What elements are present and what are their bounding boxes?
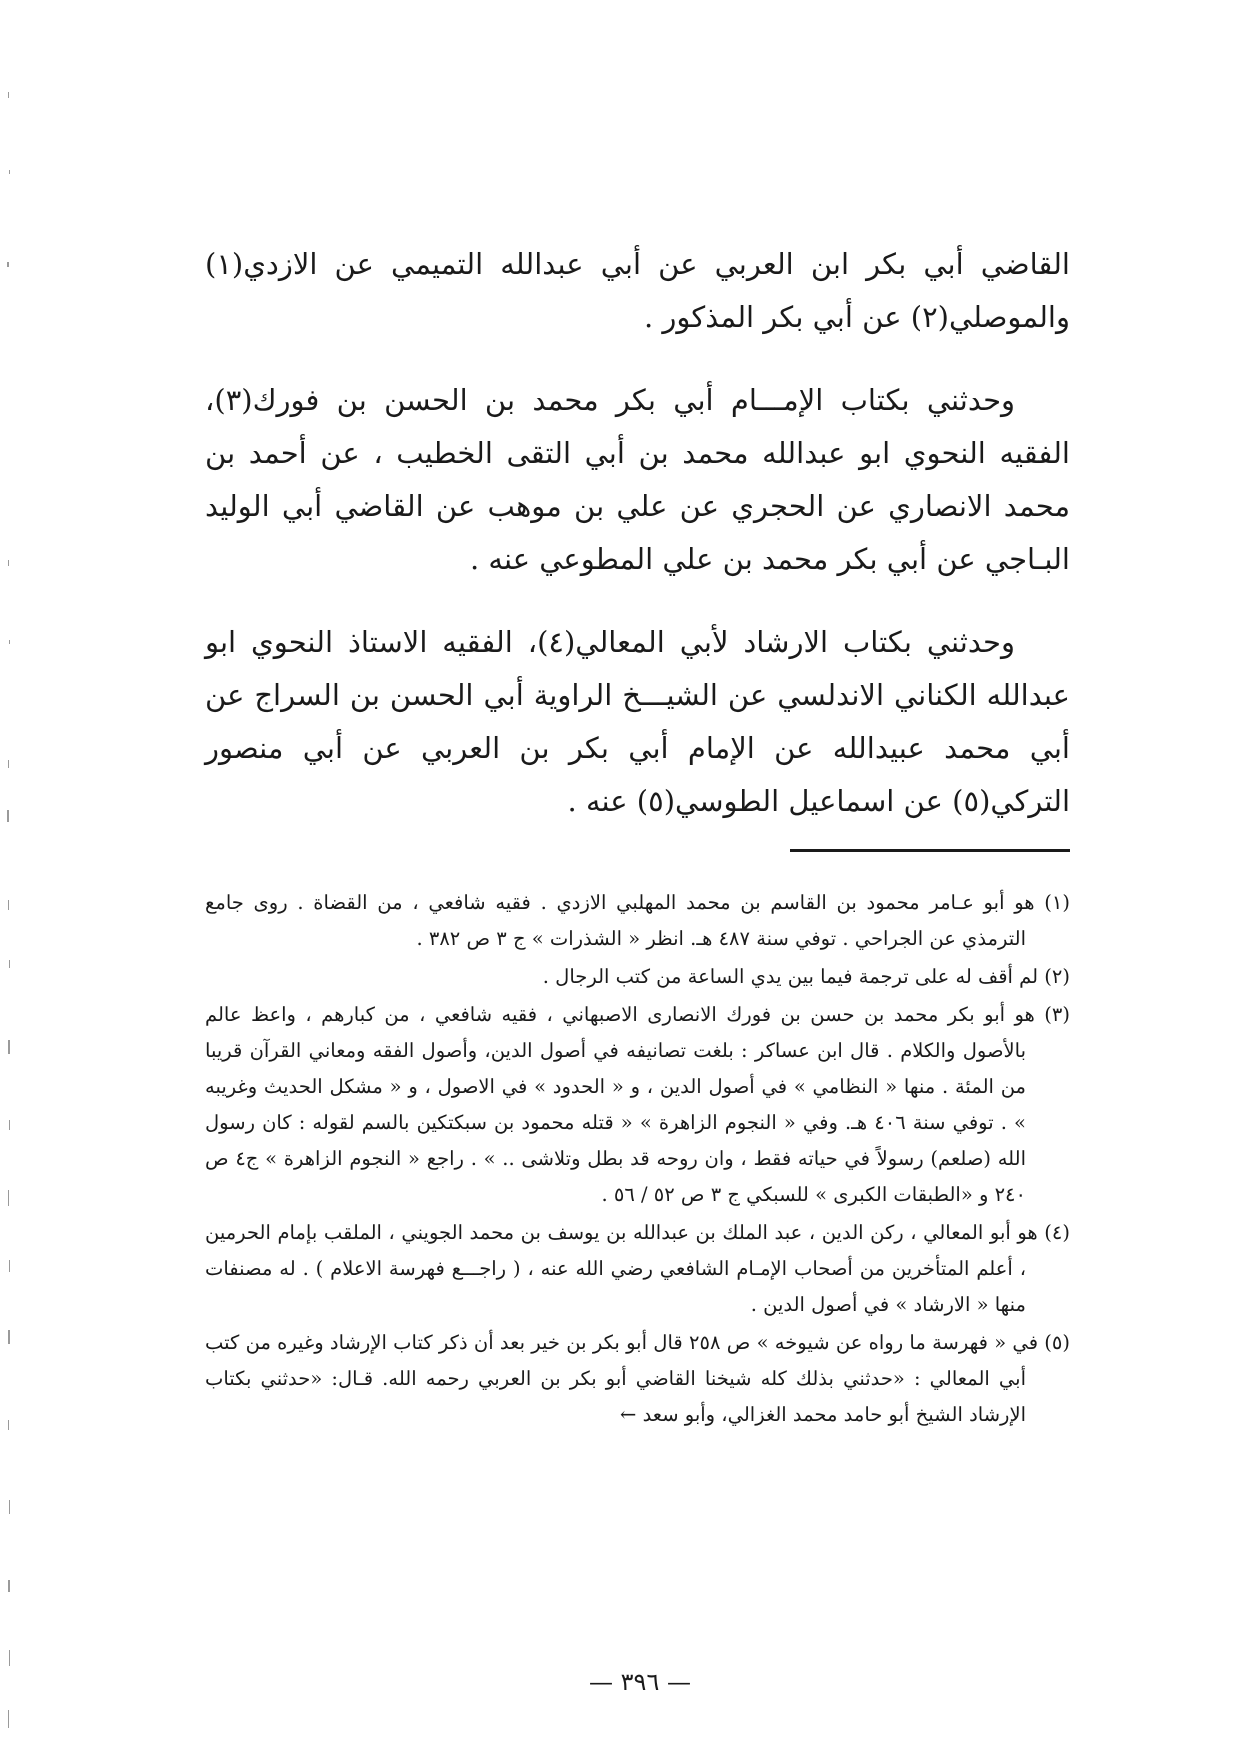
footnote-2: (٢) لم أقف له على ترجمة فيما بين يدي الساعة من كتب الرجال . (542, 965, 1070, 988)
main-text (205, 238, 1070, 858)
footnote-1: (١) هو أبو عـامر محمود بن القاسم بن محمد المهلبي الازدي . فقيه شافعي ، من القضاة . روى جامع الترمذي عن الجراحي . توفي سنة ٤٨٧ هـ. انظر « الشذرات » ج ٣ ص ٣٨٢ . (205, 891, 1070, 950)
footnote-5: (٥) في « فهرسة ما رواه عن شيوخه » ص ٢٥٨ قال أبو بكر بن خير بعد أن ذكر كتاب الإرشاد وغيره من كتب أبي المعالي : «حدثني بذلك كله شيخنا القاضي أبو بكر بن العربي رحمه الله. قـال: «حدثني بكتاب الإرشاد الشيخ أبو حامد محمد الغزالي، وأبو سعد ← (205, 1331, 1070, 1426)
footnotes (205, 885, 1070, 1435)
paragraph-3: وحدثني بكتاب الارشاد لأبي المعالي(٤)، الفقيه الاستاذ النحوي ابو عبدالله الكناني الاندلسي عن الشيـــخ الراوية أبي الحسن بن السراج عن أبي محمد عبيدالله عن الإمام أبي بكر بن العربي عن أبي منصور التركي(٥) عن اسماعيل الطوسي(٥) عنه . (205, 625, 1070, 818)
paragraph-2: وحدثني بكتاب الإمـــام أبي بكر محمد بن الحسن بن فورك(٣)، الفقيه النحوي ابو عبدالله محمد بن أبي التقى الخطيب ، عن أحمد بن محمد الانصاري عن الحجري عن علي بن موهب عن القاضي أبي الوليد البـاجي عن أبي بكر محمد بن علي المطوعي عنه . (205, 383, 1070, 576)
footnote-3: (٣) هو أبو بكر محمد بن حسن بن فورك الانصارى الاصبهاني ، فقيه شافعي ، من كبارهم ، واعظ عالم بالأصول والكلام . قال ابن عساكر : بلغت تصانيفه في أصول الدين، وأصول الفقه ومعاني القرآن قريبا من المئة . منها « النظامي » في أصول الدين ، و « الحدود » في الاصول ، و « مشكل الحديث وغريبه » . توفي سنة ٤٠٦ هـ. وفي « النجوم الزاهرة » « قتله محمود بن سبكتكين بالسم لقوله : كان رسول الله (صلعم) رسولاً في حياته فقط ، وان روحه قد بطل وتلاشى .. » . راجع « النجوم الزاهرة » ج٤ ص ٢٤٠ و «الطبقات الكبرى » للسبكي ج ٣ ص ٥٢ / ٥٦ . (205, 1003, 1070, 1206)
paragraph-1: القاضي أبي بكر ابن العربي عن أبي عبدالله التميمي عن الازدي(١) والموصلي(٢) عن أبي بكر المذكور . (205, 247, 1070, 334)
footnote-separator (790, 849, 1070, 852)
scan-margin-specks (0, 0, 30, 1754)
footnote-4: (٤) هو أبو المعالي ، ركن الدين ، عبد الملك بن عبدالله بن يوسف بن محمد الجويني ، الملقب بإمام الحرمين ، أعلم المتأخرين من أصحاب الإمـام الشافعي رضي الله عنه ، ( راجـــع فهرسة الاعلام ) . له مصنفات منها « الارشاد » في أصول الدين . (205, 1221, 1070, 1316)
page-number: — ٣٩٦ — (589, 1668, 691, 1696)
